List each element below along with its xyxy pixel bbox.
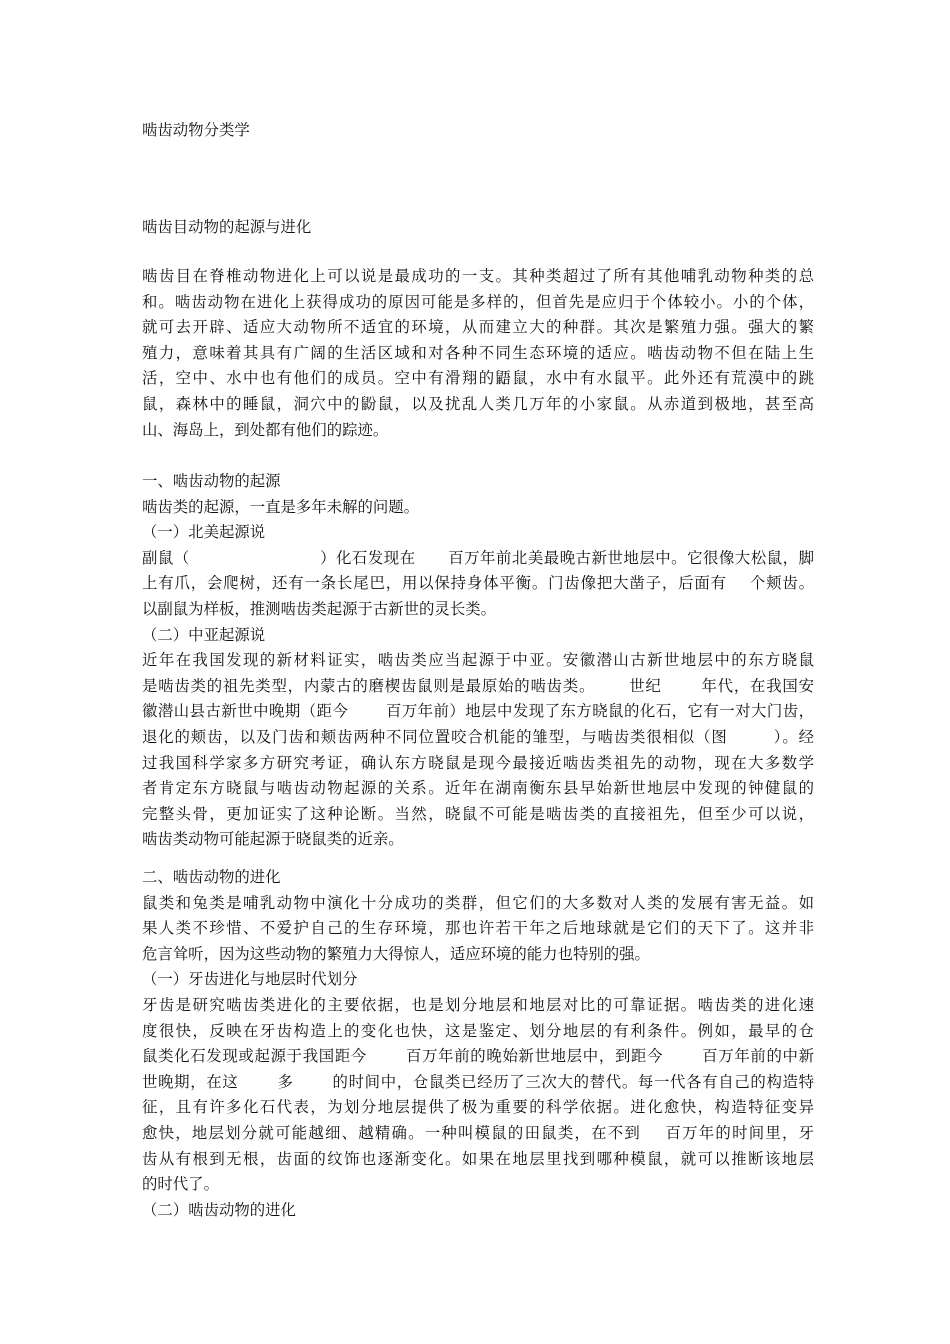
section-origin (142, 469, 814, 853)
intro-paragraph (142, 264, 814, 443)
paragraph-line: 就可去开辟、适应大动物所不适宜的环境，从而建立大的种群。其次是繁殖力强。强大的繁 (142, 318, 814, 337)
paragraph-line: 鼠类化石发现或起源于我国距今 百万年前的晚始新世地层中，到距今 百万年前的中新 (142, 1047, 814, 1066)
paragraph-line: 徽潜山县古新世中晚期（距今 百万年前）地层中发现了东方晓鼠的化石，它有一对大门齿， (142, 702, 814, 721)
paragraph-line: 者肯定东方晓鼠与啮齿动物起源的关系。近年在湖南衡东县早始新世地层中发现的钟健鼠的 (142, 779, 814, 798)
paragraph-line: 退化的颊齿，以及门齿和颊齿两种不同位置咬合机能的雏型，与啮齿类很相似（图 ）。经 (142, 727, 814, 746)
paragraph-line: 危言耸听，因为这些动物的繁殖力大得惊人，适应环境的能力也特别的强。 (142, 944, 650, 963)
paragraph-line: 山、海岛上，到处都有他们的踪迹。 (142, 420, 389, 439)
paragraph-line: 完整头骨，更加证实了这种论断。当然，晓鼠不可能是啮齿类的直接祖先，但至少可以说， (142, 804, 814, 823)
section-heading: 二、啮齿动物的进化 (142, 868, 281, 886)
paragraph-line: 活，空中、水中也有他们的成员。空中有滑翔的鼯鼠，水中有水鼠平。此外还有荒漠中的跳 (142, 369, 814, 388)
paragraph-line: 齿从有根到无根，齿面的纹饰也逐渐变化。如果在地层里找到哪种模鼠，就可以推断该地层 (142, 1149, 814, 1168)
paragraph-line: 副鼠（ ）化石发现在 百万年前北美最晚古新世地层中。它很像大松鼠，脚 (142, 548, 814, 567)
paragraph-line: 鼠类和兔类是哺乳动物中演化十分成功的类群，但它们的大多数对人类的发展有害无益。如 (142, 893, 814, 912)
subsection-heading: （二）啮齿动物的进化 (142, 1200, 296, 1219)
paragraph-line: 愈快，地层划分就可能越细、越精确。一种叫模鼠的田鼠类，在不到 百万年的时间里，牙 (142, 1123, 814, 1142)
paragraph-line: 和。啮齿动物在进化上获得成功的原因可能是多样的，但首先是应归于个体较小。小的个体， (142, 292, 814, 311)
paragraph-line: 世晚期，在这 多 的时间中，仓鼠类已经历了三次大的替代。每一代各有自己的构造特 (142, 1072, 814, 1091)
paragraph-line: 鼠，森林中的睡鼠，洞穴中的鼢鼠，以及扰乱人类几万年的小家鼠。从赤道到极地，甚至高 (142, 394, 814, 413)
subsection-heading: （一）北美起源说 (142, 523, 266, 542)
paragraph-line: 近年在我国发现的新材料证实，啮齿类应当起源于中亚。安徽潜山古新世地层中的东方晓鼠 (142, 651, 814, 670)
paragraph-line: 上有爪，会爬树，还有一条长尾巴，用以保持身体平衡。门齿像把大凿子，后面有 个颊齿。 (142, 574, 814, 593)
document-title: 啮齿动物分类学 (142, 121, 250, 139)
subsection-heading: （二）中亚起源说 (142, 625, 266, 644)
subsection-heading: （一）牙齿进化与地层时代划分 (142, 970, 358, 989)
paragraph-line: 的时代了。 (142, 1175, 219, 1194)
paragraph-line: 是啮齿类的祖先类型，内蒙古的磨楔齿鼠则是最原始的啮齿类。 世纪 年代，在我国安 (142, 676, 814, 695)
paragraph-line: 过我国科学家多方研究考证，确认东方晓鼠是现今最接近啮齿类祖先的动物，现在大多数学 (142, 753, 814, 772)
paragraph-line: 啮齿目在脊椎动物进化上可以说是最成功的一支。其种类超过了所有其他哺乳动物种类的总 (142, 267, 814, 285)
document-subtitle: 啮齿目动物的起源与进化 (142, 218, 312, 236)
paragraph-line: 征，且有许多化石代表，为划分地层提供了极为重要的科学依据。进化愈快，构造特征变异 (142, 1098, 814, 1117)
section-evolution (142, 865, 814, 1223)
paragraph-line: 果人类不珍惜、不爱护自己的生存环境，那也许若干年之后地球就是它们的天下了。这并非 (142, 919, 814, 938)
section-intro: 啮齿类的起源，一直是多年未解的问题。 (142, 497, 420, 516)
paragraph-line: 殖力，意味着其具有广阔的生活区域和对各种不同生态环境的适应。啮齿动物不但在陆上生 (142, 343, 814, 362)
paragraph-line: 牙齿是研究啮齿类进化的主要依据，也是划分地层和地层对比的可靠证据。啮齿类的进化速 (142, 995, 814, 1014)
paragraph-line: 以副鼠为样板，推测啮齿类起源于古新世的灵长类。 (142, 599, 496, 618)
section-heading: 一、啮齿动物的起源 (142, 472, 281, 490)
paragraph-line: 啮齿类动物可能起源于晓鼠类的近亲。 (142, 830, 404, 849)
paragraph-line: 度很快，反映在牙齿构造上的变化也快，这是鉴定、划分地层的有利条件。例如，最早的仓 (142, 1021, 814, 1040)
